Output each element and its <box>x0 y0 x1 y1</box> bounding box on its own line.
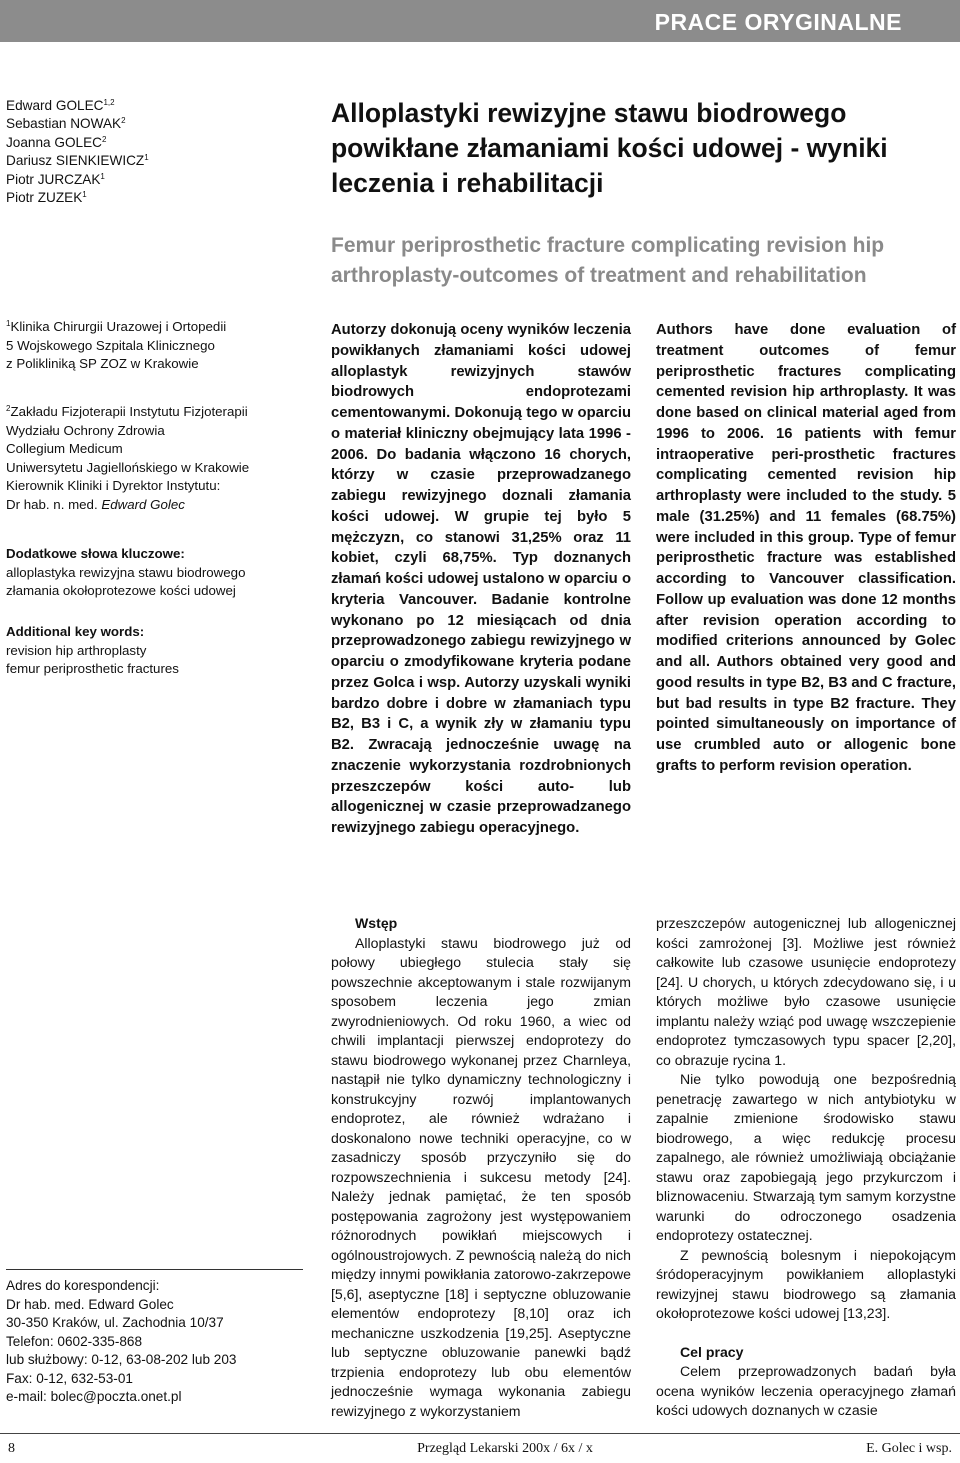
paragraph: Nie tylko powodują one bezpośrednią penetrację zawartego w nich antybiotyku w zapalnie zmienione środowisko stawu biodrowego, a więc redukcję procesu zapalnego, ale również umożliwiają obciążanie stawu oraz zapobiegają jego przykurczom i bliznowaceniu. Stwarzają tym samym korzystne warunki do odroczonego osadzenia endoprotezy ostatecznej. <box>656 1071 956 1243</box>
running-author: E. Golec i wsp. <box>866 1441 952 1456</box>
clinic-head-name: Edward Golec <box>101 496 185 512</box>
author: Dariusz SIENKIEWICZ$^1$ <box>6 153 149 169</box>
body-column-left <box>331 914 631 1421</box>
abstract-polish: Autorzy dokonują oceny wyników leczenia powikłanych złamaniami kości udowej alloplastyk rewizyjnych stawów biodrowych endoprotezami cementowanymi. Dokonują tego w oparciu o materiał kliniczny obejmujący lata 1996 - 2006. Do badania włączono 16 chorych, którzy w czasie przeprowadzanego zabiegu rewizyjnego doznali złamania kości udowej. W grupie tej było 5 mężczyzn, co stanowi 31,25% oraz 11 kobiet, czyli 68,75%. Typ doznanych złamań kości udowej ustalono w oparciu o kryteria Vancouver. Badanie kontrolne wykonano po 12 miesiącach od dnia przeprowadzonego zabiegu rewizyjnego w oparciu o zmodyfikowane kryteria podane przez Golca i wsp. Autorzy uzyskali wyniki bardzo dobre i dobre w złamaniach typu B2, B3 i C, a wynik zły w złamaniu typu B2. Zwracają jednocześnie uwagę na znaczenie wykorzystania rozdrobnionych przeszczepów kości auto- lub allogenicznej w czasie przeprowadzanego rewizyjnego zabiegu operacyjnego. <box>331 322 631 836</box>
footer-divider <box>0 1433 960 1434</box>
section-banner <box>0 0 960 42</box>
title-english: Femur periprosthetic fracture complicating revision hip arthroplasty-outcomes of treatment and rehabilitation <box>331 234 885 287</box>
author: Sebastian NOWAK$^2$ <box>6 116 126 132</box>
section-label: PRACE ORYGINALNE <box>654 9 902 35</box>
affiliation-1: $^1$Klinika Chirurgii Urazowej i Ortopedii 5 Wojskowego Szpitala Klinicznego z Polikliniką SP ZOZ w Krakowie <box>6 319 227 372</box>
email-address: e-mail: bolec@poczta.onet.pl <box>6 1389 182 1404</box>
author: Joanna GOLEC$^2$ <box>6 134 107 150</box>
paragraph: Z pewnością bolesnym i niepokojącym śródoperacyjnym powikłaniem alloplastyki rewizyjnej stawu biodrowego są złamania okołoprotezowe kości udowej [13,23]. <box>656 1246 956 1321</box>
paragraph: Alloplastyki stawu biodrowego już od połowy ubiegłego stulecia stały się powszechnie akceptowanym i stale rozwijanym sposobem leczenia jego zmian zwyrodnieniowych. Od roku 1960, a wiec od chwili implantacji pierwszej endoprotezy do stawu biodrowego wykonanej przez Charnleya, nastąpił nie tylko dynamiczny technologiczny i konstrukcyjny rozwój implantowanych endoprotez, ale również wdrażano i doskonalono nowe techniki operacyjne, co w zasadniczy sposób przyczyniło się do rozpowszechnienia i sukcesu metody [24]. Należy jednak pamiętać, że ten sposób postępowania zagrożony jest występowaniem różnorodnych powikłań miejscowych i ogólnoustrojowych. Z pewnością należą do nich między innymi powikłania zatorowo-zakrzepowe [5,6], aseptyczne [18] i septyczne obluzowanie elementów endoprotezy [8,10] oraz ich mechaniczne uszkodzenia [19,25]. Aseptyczne lub septyczne obluzowanie panewki bądź trzpienia endoprotezy lub obu elementów jednocześnie wymaga wykonania zabiegu rewizyjnego z wykorzystaniem <box>331 934 632 1419</box>
author-list <box>6 97 149 207</box>
affiliation-2: $^2$Zakładu Fizjoterapii Instytutu Fizjoterapii Wydziału Ochrony Zdrowia Collegium Medicum Uniwersytetu Jagiellońskiego w Krakowie Kierownik Kliniki i Dyrektor Instytutu: Dr hab. n. med. Edward Golec <box>6 404 250 512</box>
author: Piotr ZUZEK$^1$ <box>6 190 87 206</box>
abstract-english: Authors have done evaluation of treatment outcomes of femur periprosthetic fractures complicating cemented revision hip arthroplasty. It was done based on clinical material aged from 1996 to 2006. 16 patients with femur intraoperative peri-prosthetic fractures complicating cemented revision hip arthroplasty were included to the study. 5 male (31.25%) and 11 females (68.75%) were included in this group. Type of femur periprosthetic fracture was established according to Vancouver classification. Follow up evaluation was done 12 months after revision operation according to modified criterions announced by Golec and all. Authors obtained very good and good results in type B2, B3 and C fracture, but bad results in type B2 fracture. They pointed simultaneously on importance of use crumbled auto or allogenic bone grafts to perform revision operation. <box>656 322 956 774</box>
correspondence-divider <box>6 1269 303 1270</box>
paragraph: Celem przeprowadzonych badań była ocena wyników leczenia operacyjnego złamań kości udowych doznanych w czasie <box>656 1363 956 1418</box>
title-polish: Alloplastyki rewizyjne stawu biodrowego powikłane złamaniami kości udowej - wyniki leczenia i rehabilitacji <box>331 98 888 198</box>
paragraph: przeszczepów autogenicznej lub allogenicznej kości zamrożonej [3]. Możliwe jest również całkowite lub czasowe usunięcie endoprotezy [24]. U chorych, u których zdecydowano się, i u których możliwe było czasowe usunięcie implantu należy wziąć pod uwagę wszczepienie endoprotez tymczasowych typu spacer [2,20], co obrazuje rycina 1. <box>656 915 956 1068</box>
author: Edward GOLEC$^{1,2}$ <box>6 98 115 113</box>
section-heading-aim: Cel pracy <box>680 1343 744 1360</box>
correspondence-address: Adres do korespondencji: Dr hab. med. Edward Golec 30-350 Kraków, ul. Zachodnia 10/37 Telefon: 0602-335-868 lub służbowy: 0-12, 63-08-202 lub 203 Fax: 0-12, 632-53-01 e-mail: bolec@poczta.onet.pl <box>6 1277 237 1407</box>
author: Piotr JURCZAK$^1$ <box>6 171 105 187</box>
keywords-english: Additional key words: revision hip arthroplasty femur periprosthetic fractures <box>6 624 179 677</box>
keywords-polish: Dodatkowe słowa kluczowe: alloplastyka rewizyjna stawu biodrowego złamania okołoprotezowe kości udowej <box>6 546 246 599</box>
body-column-right <box>656 914 956 1421</box>
journal-name: Przegląd Lekarski 200x / 6x / x <box>417 1441 593 1456</box>
page-number: 8 <box>8 1441 15 1456</box>
section-heading-intro: Wstęp <box>355 915 398 931</box>
